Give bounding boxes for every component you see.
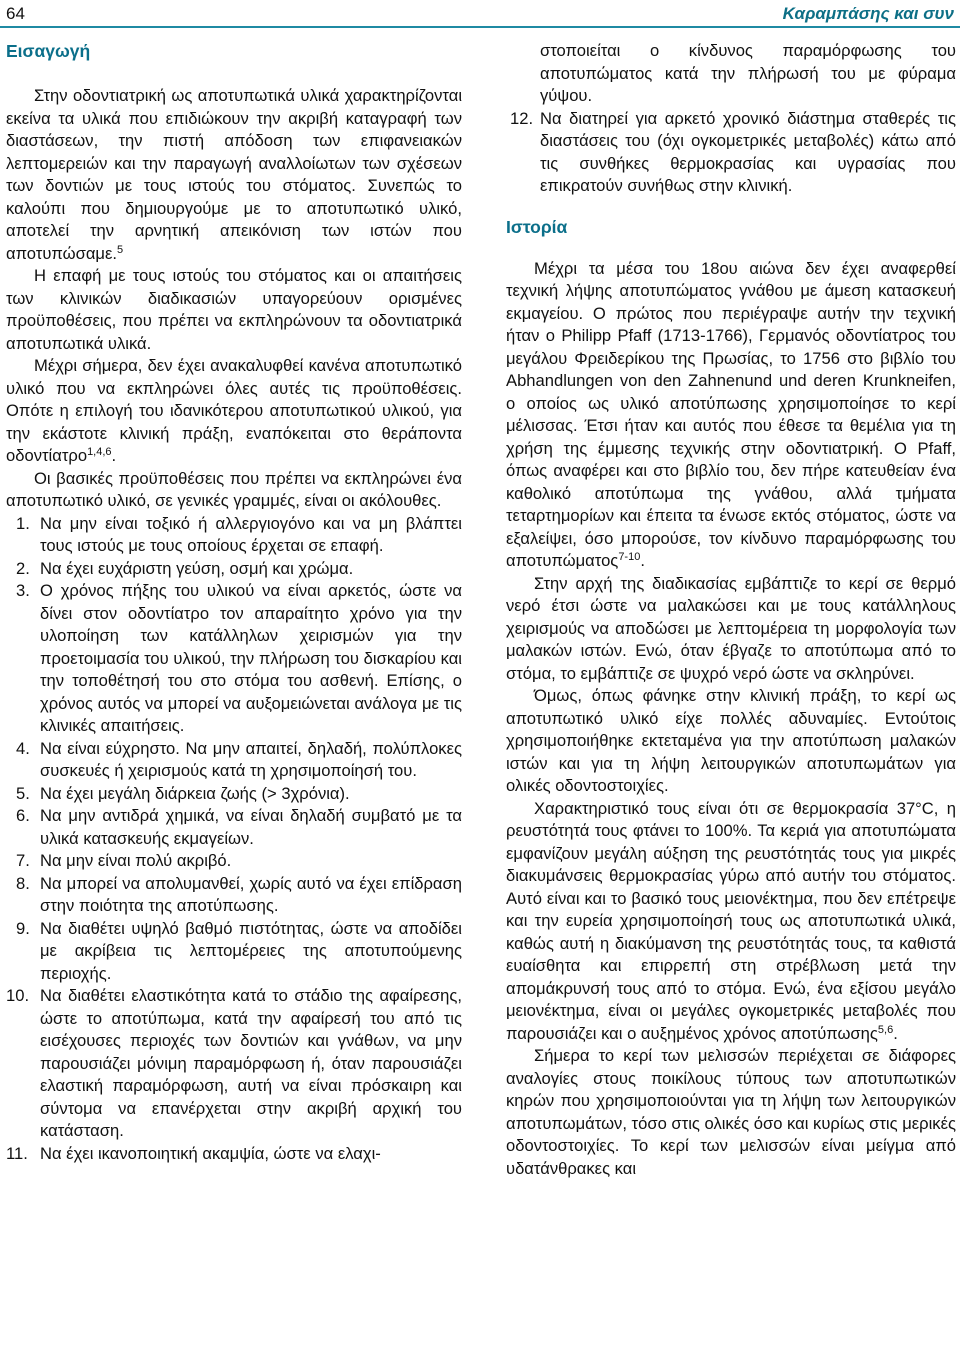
list-number: 4. — [16, 738, 30, 758]
intro-paragraph-2 — [6, 265, 462, 355]
paragraph-text: Η επαφή με τους ιστούς του στόματος και οι απαιτήσεις των κλινικών διαδικασιών υπαγορεύουν ορισμένες προϋποθέσεις, που πρέπει να εκπληρώνουν τα οδοντιατρικά αποτυπωτικά υλικά. — [6, 266, 462, 353]
list-number: 8. — [16, 873, 30, 893]
history-paragraph-3 — [506, 685, 956, 798]
list-number: 5. — [16, 783, 30, 803]
list-item — [506, 108, 956, 198]
list-item — [6, 783, 462, 806]
list-text: Να είναι εύχρηστο. Να μην απαιτεί, δηλαδή, πολύπλοκες συσκευές ή χειρισμούς κατά τη χρησιμοποίησή του. — [40, 738, 462, 780]
list-item — [6, 1143, 462, 1166]
list-item — [6, 985, 462, 1143]
history-paragraph-4 — [506, 798, 956, 1046]
list-text: Να διατηρεί για αρκετό χρονικό διάστημα σταθερές τις διαστάσεις του (όχι ογκομετρικές μεταβολές) κάτω από τις συνθήκες θερμοκρασίας και υγρασίας που επικρατούν συνήθως στην κλινική. — [540, 108, 956, 195]
list-text: Να διαθέτει υψηλό βαθμό πιστότητας, ώστε να αποδίδει με ακρίβεια τις λεπτομέρειες της αποτυπούμενης περιοχής. — [40, 918, 462, 983]
list-text: Να διαθέτει ελαστικότητα κατά το στάδιο της αφαίρεσης, ώστε το αποτύπωμα, κατά την αφαίρεσή του από τις εισέχουσες περιοχές των δοντιών και γνάθων, να μην παρουσιάζει μόνιμη παραμόρφωση ή, όταν παρουσιάζει ελαστική παραμόρφωση, αυτή να είναι πρόσκαιρη και σύντομα να επανέρχεται στην ακριβή αρχική του κατάσταση. — [40, 986, 462, 1140]
list-text: Να έχει μεγάλη διάρκεια ζωής (> 3χρόνια). — [40, 783, 350, 803]
list-item — [6, 513, 462, 558]
paragraph-text: Μέχρι τα μέσα του 18ου αιώνα δεν έχει αναφερθεί τεχνική λήψης αποτυπώματος γνάθου με άμεση κατασκευή εκμαγείου. Ο πρώτος που περιέγραψε αυτήν την τεχνική ήταν ο Philipp Pfaff (1713-1766), Γερμανός οδοντίατρος του μεγάλου Φρειδερίκου της Πρωσίας, το 1756 στο βιβλίο του Abhandlungen von den Zahnenund und deren Krunkneifen, ο οποίος ως υλικό αποτύπωσης χρησιμοποίησε το κερί μέλισσας. Έτσι ήταν και αυτός που έθεσε τα θεμέλια για τη χρήση της έμμεσης τεχνικής στην οδοντιατρική. Ο Pfaff, όπως αναφέρει και στο βιβλίο του, δεν πήρε κατευθείαν ένα καθολικό αποτύπωμα της γνάθου, αλλά τμήματα τεταρτημορίων και έπειτα τα ένωσε εκτός στόματος, ώστε να εξαλείψει, όσο μπορούσε, τον κίνδυνο παραμόρφωσης του αποτυπώματος — [506, 258, 956, 570]
list-number: 6. — [16, 806, 30, 825]
list-number: 12. — [510, 108, 534, 128]
paragraph-text: Χαρακτηριστικό τους είναι ότι σε θερμοκρασία 37°C, η ρευστότητά τους φτάνει το 100%. Τα κεριά για αποτυπώματα εμφανίζουν μεγάλη αύξηση της ρευστότητάς τους για μικρές διακυμάνσεις θερμοκρασίας γύρω από αυτήν του στόματος. Αυτό είναι και το βασικό τους μειονέκτημα, που δεν επέτρεψε και την ευρεία χρησιμοποίησή τους ως αποτυπωτικά υλικά, καθώς αυτή η διακύμανση της ρευστότητάς τους, τα καθιστά ευαίσθητα και επιρρεπή στη στρέβλωση μετά την απομάκρυνσή τους από το στόμα. Ενώ, ένα εξίσου μεγάλο μειονέκτημα, είναι οι μεγάλες ογκομετρικές μεταβολές που παρουσιάζει και ο αυξημένος χρόνος αποτύπωσης — [506, 798, 956, 1043]
paragraph-tail: . — [640, 551, 645, 570]
list-text: Να έχει ικανοποιητική ακαμψία, ώστε να ελαχι- — [40, 1143, 381, 1163]
list-number: 3. — [16, 581, 30, 600]
history-paragraph-1 — [506, 258, 956, 573]
history-paragraph-5 — [506, 1045, 956, 1180]
list-item — [6, 873, 462, 918]
section-heading-history: Ιστορία — [506, 216, 568, 237]
list-item-continuation — [506, 40, 956, 108]
citation-ref: 5,6 — [877, 1023, 894, 1036]
list-item — [6, 918, 462, 986]
list-text: Ο χρόνος πήξης του υλικού να είναι αρκετός, ώστε να δίνει στον οδοντίατρο τον απαραίτητο χρόνο για την υλοποίηση των κατάλληλων χειρισμών για την προετοιμασία του υλικού, την πλήρωση του δισκαρίου και την τοποθέτησή του στο στόμα του ασθενή. Επίσης, ο χρόνος αυτός να μπορεί να αυξομειώνεται ανάλογα με τις κλινικές απαιτήσεις. — [40, 581, 462, 735]
paragraph-text: Στην οδοντιατρική ως αποτυπωτικά υλικά χαρακτηρίζονται εκείνα τα υλικά που επιδιώκουν την ακριβή καταγραφή των διαστάσεων, την πιστή απόδοση των επιφανειακών λεπτομερειών και την παραγωγή αναλλοίωτων των σχέσεων των δοντιών με τους ιστούς του στόματος. Συνεπώς το καλούπι που δημιουργούμε με το αποτυπωτικό υλικό, αποτελεί την αρνητική απεικόνιση των ιστών που αποτυπώσαμε. — [6, 86, 462, 263]
list-number: 1. — [16, 513, 30, 533]
list-item — [6, 805, 462, 850]
paragraph-text: Μέχρι σήμερα, δεν έχει ανακαλυφθεί κανένα αποτυπωτικό υλικό που να εκπληρώνει όλες αυτές τις προϋποθέσεις. Οπότε η επιλογή του ιδανικότερου αποτυπωτικού υλικού, για την εκάστοτε κλινική πράξη, εναπόκειται στο θεράποντα οδοντίατρο — [6, 356, 462, 465]
list-item — [6, 850, 462, 873]
list-number: 9. — [16, 918, 30, 938]
list-text: στοποιείται ο κίνδυνος παραμόρφωσης του αποτυπώματος κατά την πλήρωσή του με φύραμα γύψου. — [540, 41, 956, 105]
header-rule — [0, 26, 960, 28]
list-text: Να μην είναι τοξικό ή αλλεργιογόνο και να μη βλάπτει τους ιστούς με τους οποίους έρχεται σε επαφή. — [40, 513, 462, 555]
list-item — [6, 580, 462, 738]
list-number: 11. — [6, 1143, 28, 1163]
citation-ref: 7-10 — [618, 551, 641, 563]
section-heading-introduction: Εισαγωγή — [6, 41, 91, 61]
paragraph-tail: . — [111, 446, 117, 465]
page-number: 64 — [6, 4, 25, 23]
intro-paragraph-4 — [6, 468, 462, 513]
list-text: Να μην αντιδρά χημικά, να είναι δηλαδή συμβατό με τα υλικά κατασκευής εκμαγείων. — [40, 806, 462, 848]
list-item — [6, 738, 462, 783]
history-paragraph-2 — [506, 573, 956, 686]
list-text: Να έχει ευχάριστη γεύση, οσμή και χρώμα. — [40, 558, 354, 578]
paragraph-text: Όμως, όπως φάνηκε στην κλινική πράξη, το κερί ως αποτυπωτικό υλικό είχε πολλές αδυναμίες. Εντούτοις χρησιμοποιήθηκε εκτεταμένα για την αποτύπωση μαλακών ιστών και για τη λήψη λειτουργικών αποτυπωμάτων για ολικές οδοντοστοιχίες. — [506, 686, 956, 795]
list-number: 2. — [16, 558, 30, 578]
list-number: 7. — [16, 851, 30, 870]
paragraph-text: Οι βασικές προϋποθέσεις που πρέπει να εκπληρώνει ένα αποτυπωτικό υλικό, σε γενικές γραμμές, είναι οι ακόλουθες. — [6, 468, 462, 510]
citation-ref: 5 — [117, 243, 124, 256]
running-title: Καραμπάσης και συν — [782, 4, 954, 23]
intro-paragraph-3 — [6, 355, 462, 468]
list-number: 10. — [6, 986, 30, 1005]
right-column — [506, 40, 956, 1180]
paragraph-text: Σήμερα το κερί των μελισσών περιέχεται σε διάφορες αναλογίες στους ποικίλους τύπους των αποτυπωτικών κηρών που χρησιμοποιούνται για τη λήψη των λειτουργικών αποτυπωμάτων, τόσο στις ολικές όσο και κυρίως στις μερικές οδοντοστοιχίες. Το κερί των μελισσών είναι μείγμα από υδατάνθρακες και — [506, 1046, 956, 1178]
paragraph-text: Στην αρχή της διαδικασίας εμβάπτιζε το κερί σε θερμό νερό έτσι ώστε να μαλακώσει και με τους κατάλληλους χειρισμούς να αποδώσει με λεπτομέρεια τη μορφολογία των μαλακών ιστών. Ενώ, όταν έβγαζε το αποτύπωμα από το στόμα, το εμβάπτιζε σε ψυχρό νερό ώστε να σκληρύνει. — [506, 573, 956, 683]
left-column — [6, 40, 462, 1165]
citation-ref: 1,4,6 — [87, 446, 112, 458]
list-item — [6, 558, 462, 581]
page-header — [0, 0, 960, 28]
requirements-list-continued — [506, 40, 956, 198]
intro-paragraph-1 — [6, 85, 462, 265]
list-text: Να μπορεί να απολυμανθεί, χωρίς αυτό να έχει επίδραση στην ποιότητα της αποτύπωσης. — [40, 873, 462, 915]
requirements-list — [6, 513, 462, 1166]
paragraph-tail: . — [893, 1023, 898, 1043]
list-text: Να μην είναι πολύ ακριβό. — [40, 851, 232, 870]
